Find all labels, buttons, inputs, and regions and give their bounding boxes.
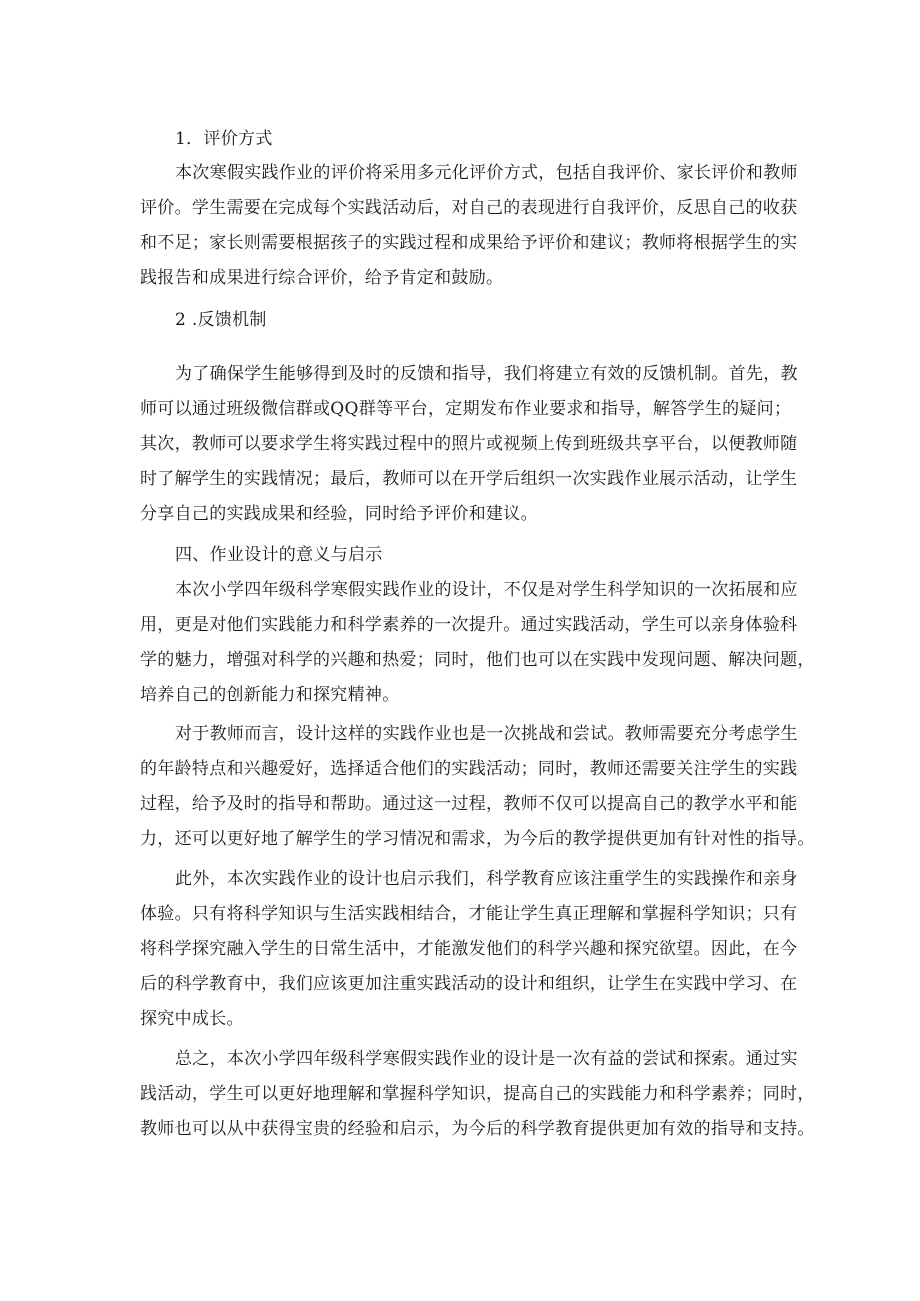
inspiration-paragraph-line: 体验。只有将科学知识与生活实践相结合，才能让学生真正理解和掌握科学知识；只有 — [140, 904, 798, 924]
teacher-paragraph-line: 的年龄特点和兴趣爱好，选择适合他们的实践活动；同时，教师还需要关注学生的实践 — [140, 759, 798, 779]
feedback-heading: 2 .反馈机制 — [175, 310, 267, 330]
teacher-paragraph-line: 对于教师而言，设计这样的实践作业也是一次挑战和尝试。教师需要充分考虑学生 — [175, 724, 798, 744]
feedback-paragraph-line: 时了解学生的实践情况；最后，教师可以在开学后组织一次实践作业展示活动，让学生 — [140, 469, 798, 489]
conclusion-paragraph-line: 总之，本次小学四年级科学寒假实践作业的设计是一次有益的尝试和探索。通过实 — [175, 1049, 798, 1069]
feedback-paragraph-line: 师可以通过班级微信群或QQ群等平台，定期发布作业要求和指导，解答学生的疑问； — [140, 399, 792, 419]
feedback-paragraph-line: 分享自己的实践成果和经验，同时给予评价和建议。 — [140, 504, 538, 524]
eval-paragraph-line: 践报告和成果进行综合评价，给予肯定和鼓励。 — [140, 268, 504, 288]
feedback-paragraph-line: 为了确保学生能够得到及时的反馈和指导，我们将建立有效的反馈机制。首先，教 — [175, 364, 798, 384]
feedback-paragraph-line: 其次，教师可以要求学生将实践过程中的照片或视频上传到班级共享平台，以便教师随 — [140, 434, 798, 454]
significance-paragraph-line: 用，更是对他们实践能力和科学素养的一次提升。通过实践活动，学生可以亲身体验科 — [140, 615, 798, 635]
inspiration-paragraph-line: 此外，本次实践作业的设计也启示我们，科学教育应该注重学生的实践操作和亲身 — [175, 869, 798, 889]
inspiration-paragraph-line: 后的科学教育中，我们应该更加注重实践活动的设计和组织，让学生在实践中学习、在 — [140, 974, 798, 994]
eval-paragraph-line: 评价。学生需要在完成每个实践活动后，对自己的表现进行自我评价，反思自己的收获 — [140, 198, 798, 218]
eval-heading: 1．评价方式 — [175, 129, 273, 149]
significance-paragraph-line: 培养自己的创新能力和探究精神。 — [140, 685, 400, 705]
eval-paragraph-line: 和不足；家长则需要根据孩子的实践过程和成果给予评价和建议；教师将根据学生的实 — [140, 233, 798, 253]
teacher-paragraph-line: 力，还可以更好地了解学生的学习情况和需求，为今后的教学提供更加有针对性的指导。 — [140, 829, 815, 849]
teacher-paragraph-line: 过程，给予及时的指导和帮助。通过这一过程，教师不仅可以提高自己的教学水平和能 — [140, 794, 798, 814]
inspiration-paragraph-line: 将科学探究融入学生的日常生活中，才能激发他们的科学兴趣和探究欲望。因此，在今 — [140, 939, 798, 959]
inspiration-paragraph-line: 探究中成长。 — [140, 1009, 244, 1029]
conclusion-paragraph-line: 教师也可以从中获得宝贵的经验和启示，为今后的科学教育提供更加有效的指导和支持。 — [140, 1119, 815, 1139]
significance-paragraph-line: 本次小学四年级科学寒假实践作业的设计，不仅是对学生科学知识的一次拓展和应 — [175, 580, 798, 600]
significance-paragraph-line: 学的魅力，增强对科学的兴趣和热爱；同时，他们也可以在实践中发现问题、解决问题， — [140, 650, 815, 670]
significance-heading: 四、作业设计的意义与启示 — [175, 545, 383, 565]
eval-paragraph-line: 本次寒假实践作业的评价将采用多元化评价方式，包括自我评价、家长评价和教师 — [175, 163, 798, 183]
conclusion-paragraph-line: 践活动，学生可以更好地理解和掌握科学知识，提高自己的实践能力和科学素养；同时， — [140, 1084, 815, 1104]
